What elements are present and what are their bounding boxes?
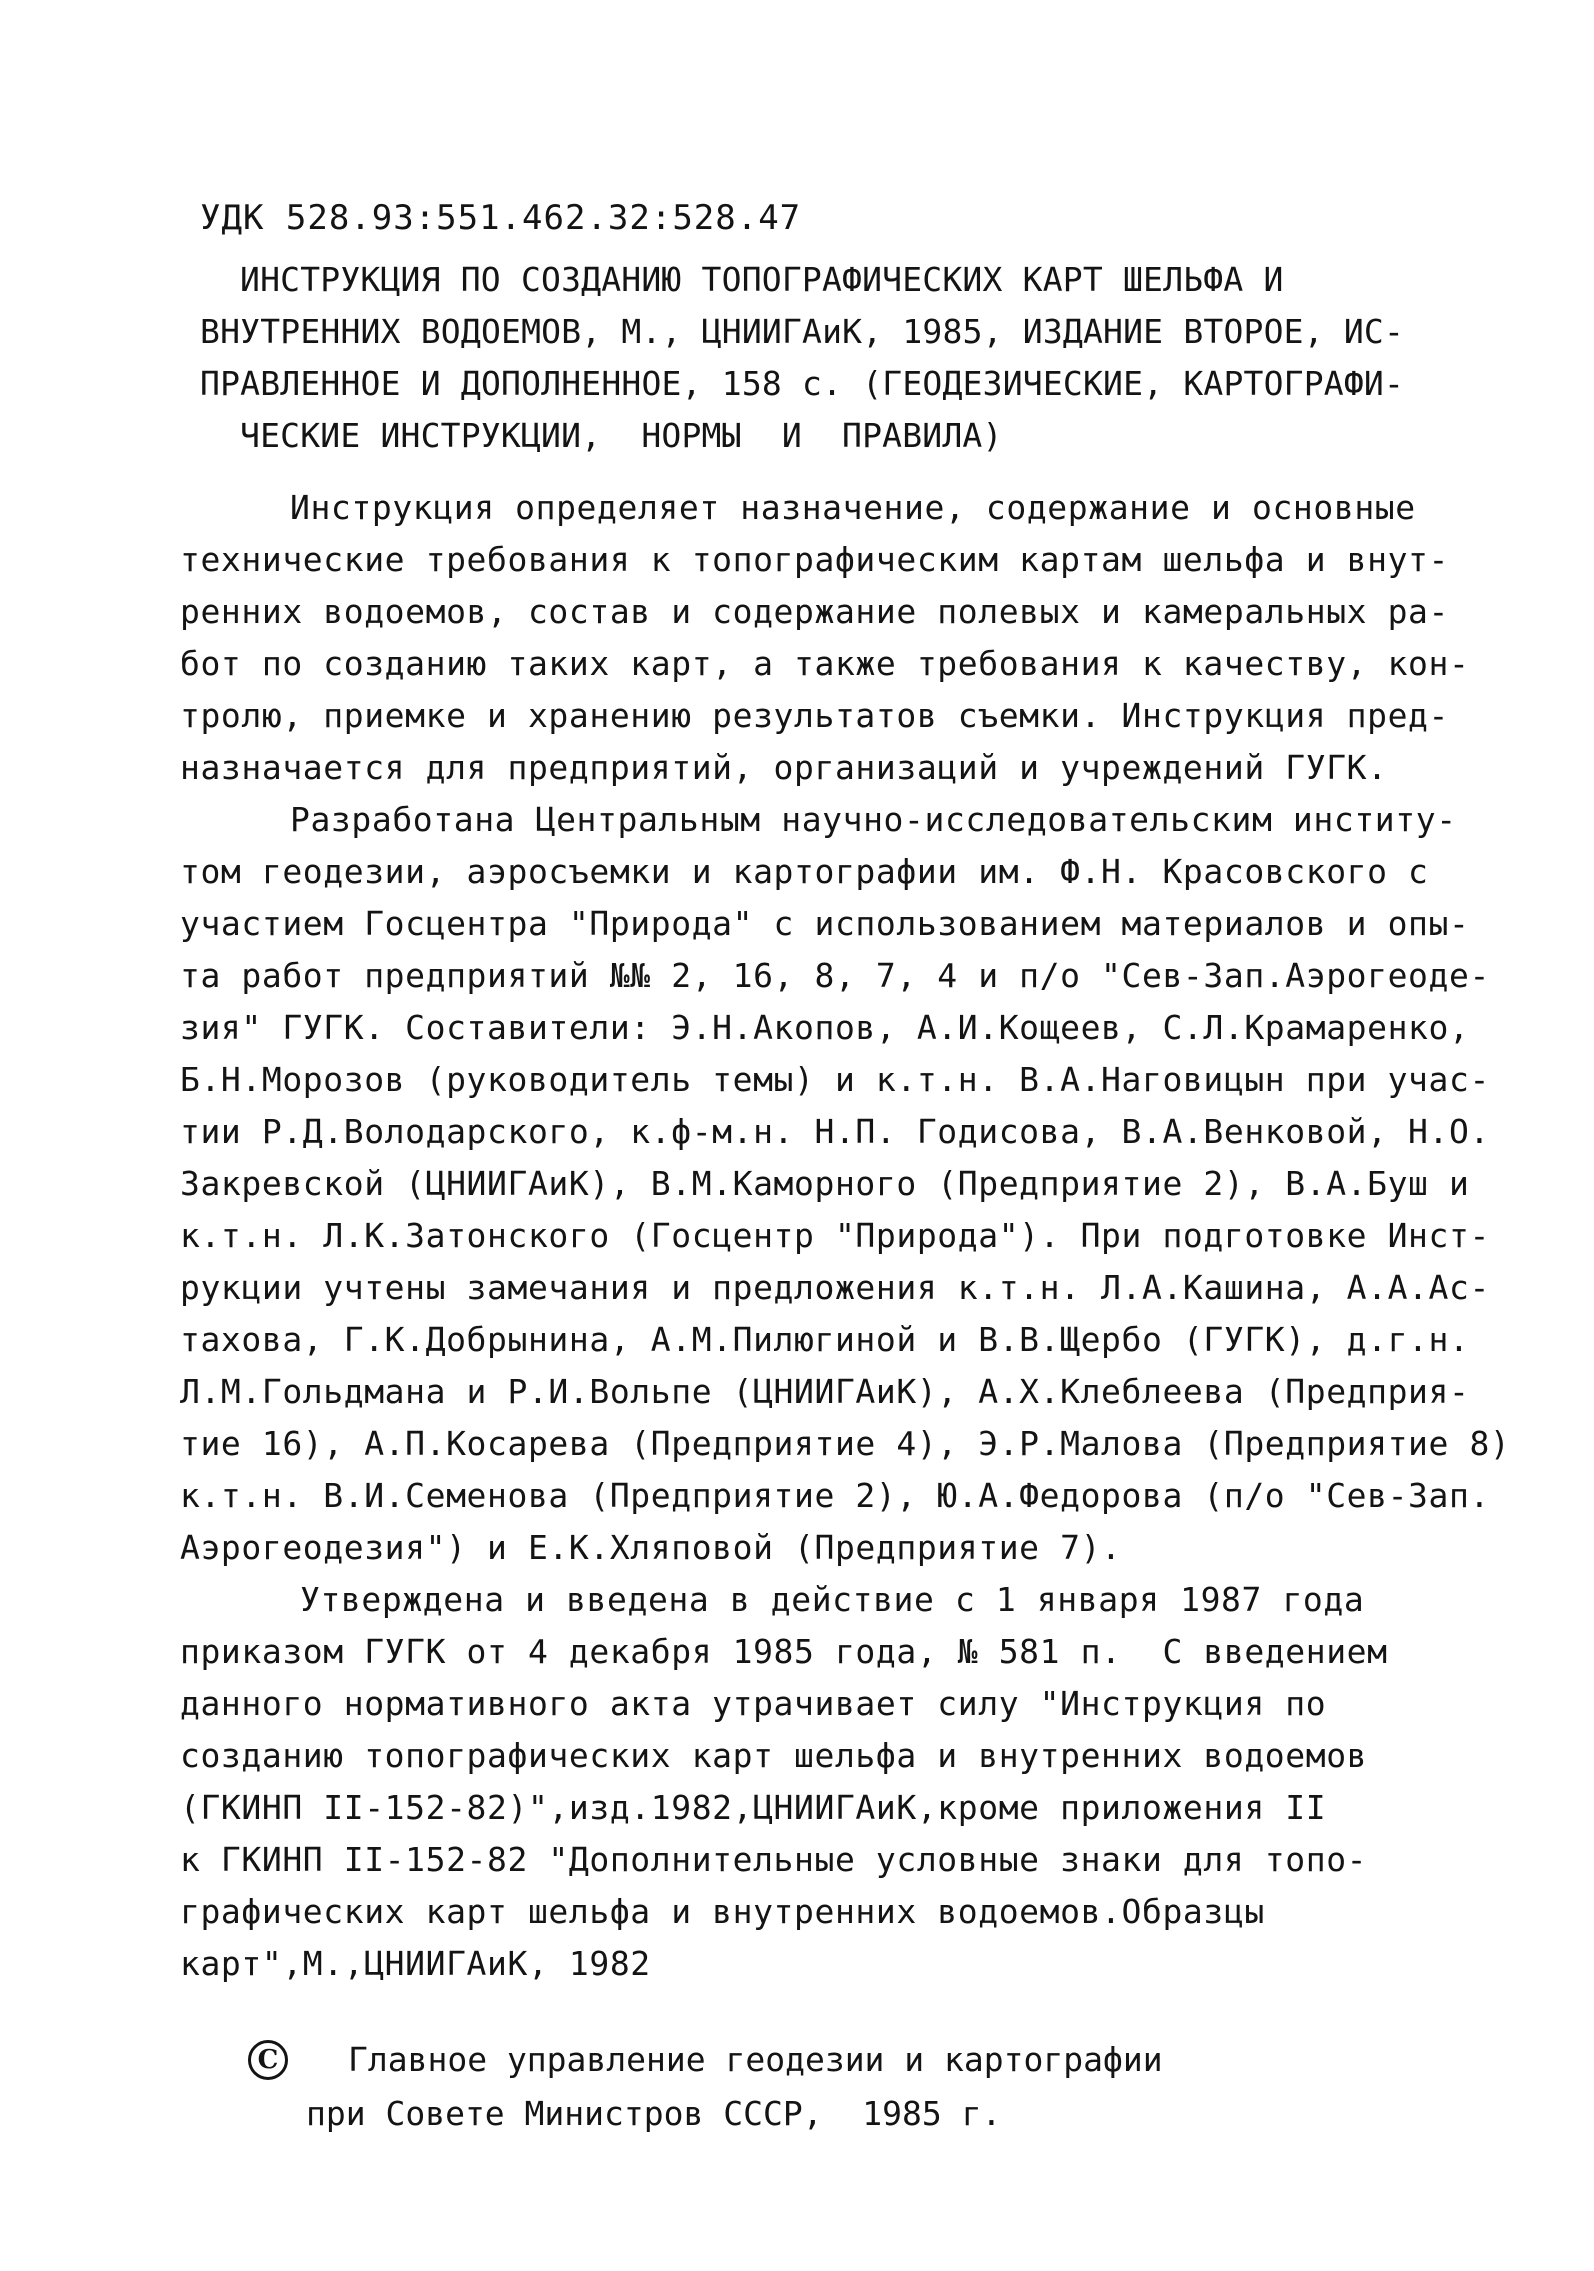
body-line: Л.М.Гольдмана и Р.И.Вольпе (ЦНИИГАиК), А.Х.Клеблеева (Предприя- <box>180 1372 1470 1411</box>
body-line: к.т.н. Л.К.Затонского (Госцентр "Природа"). При подготовке Инст- <box>180 1216 1490 1255</box>
body-line: Аэрогеодезия") и Е.К.Хляповой (Предприятие 7). <box>180 1528 1122 1567</box>
body-line: Инструкция определяет назначение, содержание и основные <box>290 488 1416 527</box>
body-line: тие 16), А.П.Косарева (Предприятие 4), Э.Р.Малова (Предприятие 8) <box>180 1424 1511 1463</box>
body-line: Утверждена и введена в действие с 1 января 1987 года <box>300 1580 1365 1619</box>
body-line: приказом ГУГК от 4 декабря 1985 года, № 581 п. С введением <box>180 1632 1388 1671</box>
body-line: тролю, приемке и хранению результатов съемки. Инструкция пред- <box>180 696 1449 735</box>
body-line: созданию топографических карт шельфа и внутренних водоемов <box>180 1736 1368 1775</box>
body-line: рукции учтены замечания и предложения к.т.н. Л.А.Кашина, А.А.Ас- <box>180 1268 1490 1307</box>
title-line-3: ПРАВЛЕННОЕ И ДОПОЛНЕННОЕ, 158 с. (ГЕОДЕЗИЧЕСКИЕ, КАРТОГРАФИ- <box>200 364 1405 403</box>
body-line: Закревской (ЦНИИГАиК), В.М.Каморного (Предприятие 2), В.А.Буш и <box>180 1164 1470 1203</box>
body-line: (ГКИНП II-152-82)",изд.1982,ЦНИИГАиК,кроме приложения II <box>180 1788 1327 1827</box>
body-line: зия" ГУГК. Составители: Э.Н.Акопов, А.И.Кощеев, С.Л.Крамаренко, <box>180 1008 1470 1047</box>
body-line: бот по созданию таких карт, а также требования к качеству, кон- <box>180 644 1470 683</box>
body-line: Б.Н.Морозов (руководитель темы) и к.т.н. В.А.Наговицын при учас- <box>180 1060 1490 1099</box>
udk-code: УДК 528.93:551.462.32:528.47 <box>200 198 802 238</box>
body-line: данного нормативного акта утрачивает силу "Инструкция по <box>180 1684 1327 1723</box>
title-line-2: ВНУТРЕННИХ ВОДОЕМОВ, М., ЦНИИГАиК, 1985, ИЗДАНИЕ ВТОРОЕ, ИС- <box>200 312 1405 351</box>
body-line: карт",М.,ЦНИИГАиК, 1982 <box>180 1944 651 1983</box>
body-line: ренних водоемов, состав и содержание полевых и камеральных ра- <box>180 592 1449 631</box>
body-line: участием Госцентра "Природа" с использованием материалов и опы- <box>180 904 1470 943</box>
body-line: тии Р.Д.Володарского, к.ф-м.н. Н.П. Годисова, В.А.Венковой, Н.О. <box>180 1112 1490 1151</box>
copyright-line-1: Главное управление геодезии и картографии <box>348 2040 1163 2079</box>
body-line: том геодезии, аэросъемки и картографии им. Ф.Н. Красовского с <box>180 852 1429 891</box>
title-line-1: ИНСТРУКЦИЯ ПО СОЗДАНИЮ ТОПОГРАФИЧЕСКИХ КАРТ ШЕЛЬФА И <box>240 260 1284 299</box>
body-line: тахова, Г.К.Добрынина, А.М.Пилюгиной и В.В.Щербо (ГУГК), д.г.н. <box>180 1320 1470 1359</box>
title-line-4: ЧЕСКИЕ ИНСТРУКЦИИ, НОРМЫ И ПРАВИЛА) <box>240 416 1003 455</box>
body-line: назначается для предприятий, организаций и учреждений ГУГК. <box>180 748 1388 787</box>
body-line: к ГКИНП II-152-82 "Дополнительные условные знаки для топо- <box>180 1840 1368 1879</box>
body-line: к.т.н. В.И.Семенова (Предприятие 2), Ю.А.Федорова (п/о "Сев-Зап. <box>180 1476 1490 1515</box>
body-line: технические требования к топографическим картам шельфа и внут- <box>180 540 1449 579</box>
body-line: графических карт шельфа и внутренних водоемов.Образцы <box>180 1892 1265 1931</box>
body-line: Разработана Центральным научно-исследовательским институ- <box>290 800 1457 839</box>
copyright-icon: C <box>248 2040 288 2080</box>
copyright-line-2: при Совете Министров СССР, 1985 г. <box>306 2094 1002 2133</box>
body-line: та работ предприятий №№ 2, 16, 8, 7, 4 и п/о "Сев-Зап.Аэрогеоде- <box>180 956 1490 995</box>
